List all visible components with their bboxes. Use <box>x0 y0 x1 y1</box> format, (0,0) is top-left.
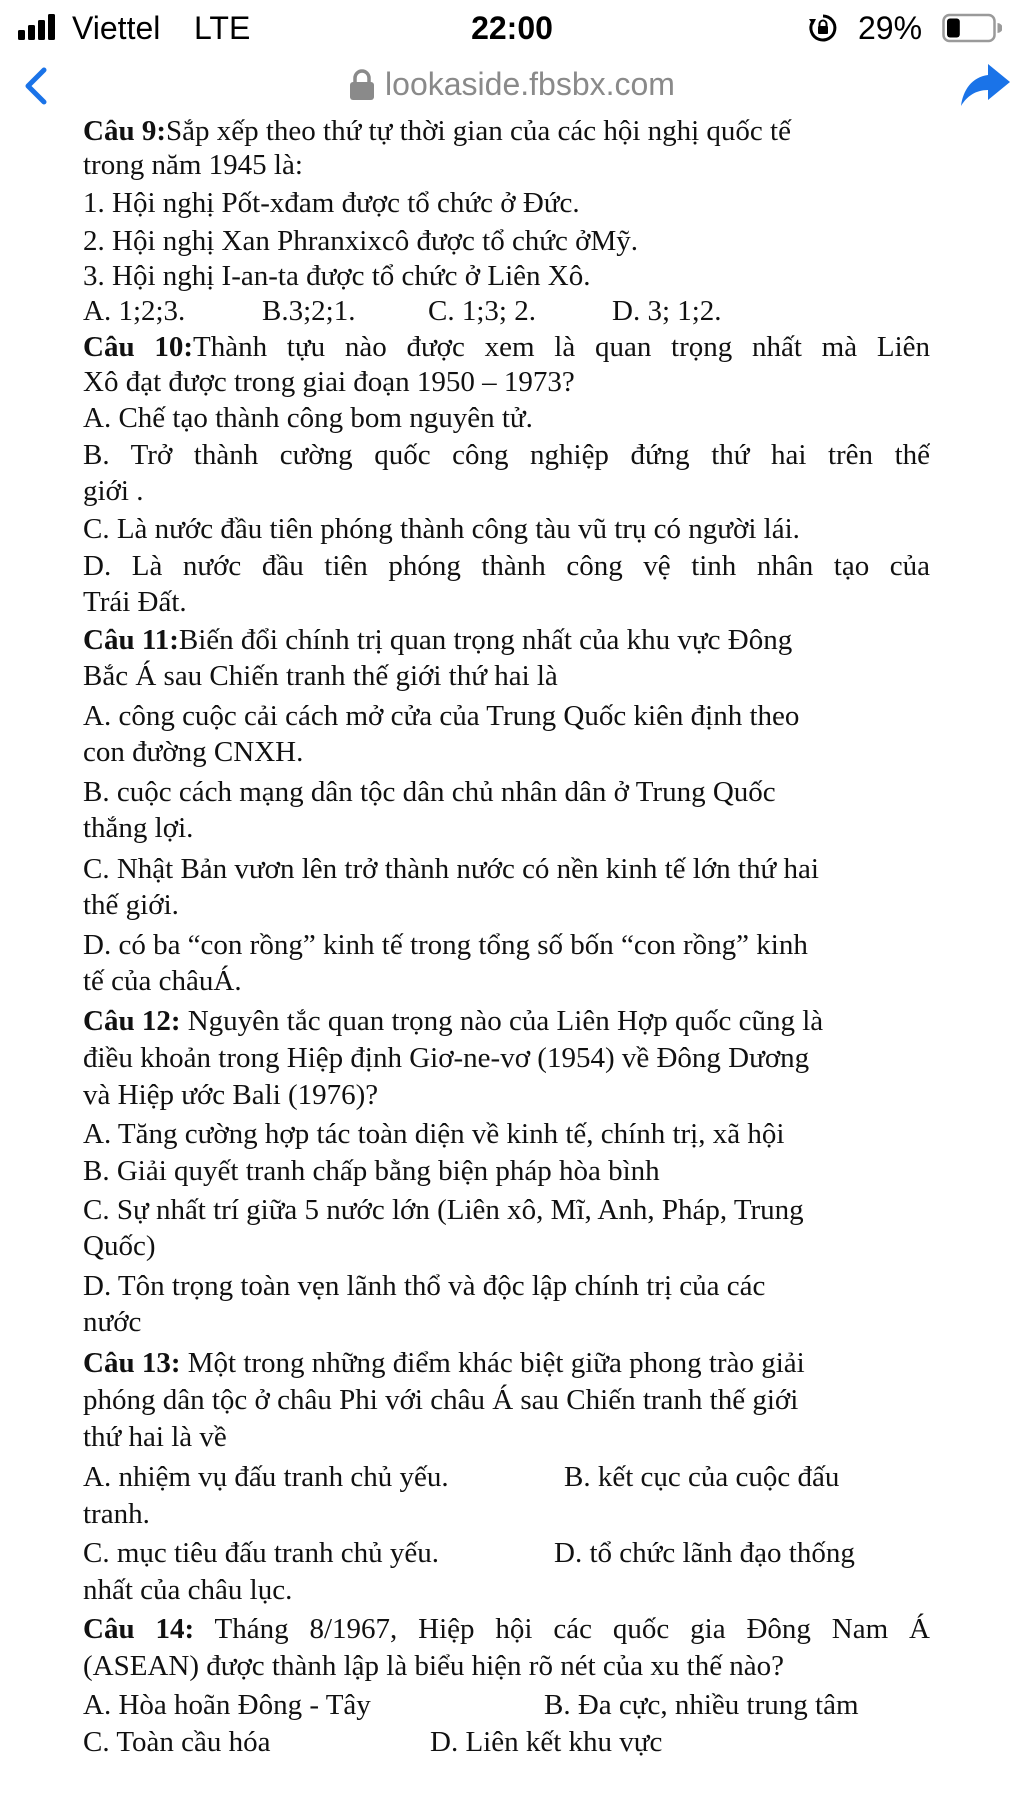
question-12-stem-cont: điều khoản trong Hiệp định Giơ-ne-vơ (1954) về Đông Dương <box>83 1042 810 1074</box>
question-9-item-2: 2. Hội nghị Xan Phranxixcô được tổ chức ởMỹ. <box>83 225 639 257</box>
question-13-option-d-cont: nhất của châu lục. <box>83 1574 293 1606</box>
question-13-option-d: D. tổ chức lãnh đạo thống <box>554 1537 855 1569</box>
question-13-stem-cont: phóng dân tộc ở châu Phi với châu Á sau Chiến tranh thế giới <box>83 1384 799 1416</box>
question-10-stem-text: Thành tựu nào được xem là quan trọng nhất mà Liên <box>192 331 930 363</box>
question-12-option-d: D. Tôn trọng toàn vẹn lãnh thổ và độc lập chính trị của các <box>83 1270 766 1302</box>
question-9-item-1: 1. Hội nghị Pốt-xđam được tổ chức ở Đức. <box>83 187 580 219</box>
question-14-stem-text: Tháng 8/1967, Hiệp hội các quốc gia Đông Nam Á <box>194 1613 930 1645</box>
question-12-option-d-cont: nước <box>83 1306 142 1338</box>
question-14-option-b: B. Đa cực, nhiều trung tâm <box>544 1689 859 1721</box>
question-11-label: Câu 11: <box>83 624 179 656</box>
question-13-stem <box>83 1346 805 1380</box>
question-10-option-b: B. Trở thành cường quốc công nghiệp đứng thứ hai trên thế <box>83 439 930 471</box>
question-11-option-b-cont: thắng lợi. <box>83 812 194 844</box>
question-9-option-a: A. 1;2;3. <box>83 295 186 327</box>
question-9-option-b: B.3;2;1. <box>262 295 356 327</box>
question-10-option-a: A. Chế tạo thành công bom nguyên tử. <box>83 402 533 434</box>
question-12-stem <box>83 1004 823 1038</box>
status-bar <box>0 0 1024 58</box>
question-10-label: Câu 10: <box>83 331 193 363</box>
question-13-option-c: C. mục tiêu đấu tranh chủ yếu. <box>83 1537 439 1569</box>
question-13-label: Câu 13: <box>83 1347 181 1379</box>
question-12-label: Câu 12: <box>83 1005 181 1037</box>
question-11-stem-cont: Bắc Á sau Chiến tranh thế giới thứ hai là <box>83 660 558 692</box>
question-13-stem-cont-2: thứ hai là về <box>83 1421 227 1453</box>
question-9-option-c: C. 1;3; 2. <box>428 295 536 327</box>
question-14-stem-cont: (ASEAN) được thành lập là biểu hiện rõ nét của xu thế nào? <box>83 1650 785 1682</box>
question-9-stem <box>83 114 791 148</box>
question-13-option-b-cont: tranh. <box>83 1498 150 1530</box>
question-10-option-c: C. Là nước đầu tiên phóng thành công tàu vũ trụ có người lái. <box>83 513 800 545</box>
question-13-option-b: B. kết cục của cuộc đấu <box>564 1461 840 1493</box>
status-time: 22:00 <box>471 10 553 46</box>
battery-percentage: 29% <box>858 10 923 46</box>
url-text: lookaside.fbsbx.com <box>385 66 675 102</box>
question-12-option-c-cont: Quốc) <box>83 1230 156 1262</box>
document-page <box>0 114 1024 1820</box>
question-9-stem-cont: trong năm 1945 là: <box>83 149 303 181</box>
question-12-option-a: A. Tăng cường hợp tác toàn diện về kinh tế, chính trị, xã hội <box>83 1118 785 1150</box>
question-11-option-a: A. công cuộc cải cách mở cửa của Trung Quốc kiên định theo <box>83 700 800 732</box>
question-14-option-d: D. Liên kết khu vực <box>430 1726 663 1758</box>
question-10-option-b-cont: giới . <box>83 475 144 507</box>
carrier-name: Viettel <box>72 10 161 46</box>
address-bar[interactable] <box>0 66 1024 103</box>
question-11-option-d: D. có ba “con rồng” kinh tế trong tổng số bốn “con rồng” kinh <box>83 929 808 961</box>
question-14-option-c: C. Toàn cầu hóa <box>83 1726 271 1758</box>
question-10-stem <box>83 330 930 364</box>
question-14-option-a: A. Hòa hoãn Đông - Tây <box>83 1689 371 1721</box>
browser-nav-bar <box>0 58 1024 114</box>
orientation-lock-icon <box>808 13 838 43</box>
question-12-stem-cont-2: và Hiệp ước Bali (1976)? <box>83 1079 379 1111</box>
question-12-option-b: B. Giải quyết tranh chấp bằng biện pháp hòa bình <box>83 1155 660 1187</box>
question-12-stem-text: Nguyên tắc quan trọng nào của Liên Hợp quốc cũng là <box>180 1005 824 1037</box>
question-10-option-d: D. Là nước đầu tiên phóng thành công vệ tinh nhân tạo của <box>83 550 930 582</box>
share-forward-icon[interactable] <box>958 58 1012 110</box>
question-11-option-d-cont: tế của châuÁ. <box>83 965 242 997</box>
question-13-stem-text: Một trong những điểm khác biệt giữa phong trào giải <box>180 1347 805 1379</box>
lock-icon <box>349 69 375 101</box>
question-11-option-c-cont: thế giới. <box>83 889 179 921</box>
question-10-stem-cont: Xô đạt được trong giai đoạn 1950 – 1973? <box>83 366 575 398</box>
question-9-stem-text: Sắp xếp theo thứ tự thời gian của các hội nghị quốc tế <box>165 115 791 147</box>
question-11-option-a-cont: con đường CNXH. <box>83 736 304 768</box>
question-9-item-3: 3. Hội nghị I-an-ta được tổ chức ở Liên Xô. <box>83 260 591 292</box>
question-14-label: Câu 14: <box>83 1613 195 1645</box>
network-type: LTE <box>194 10 251 46</box>
question-9-label: Câu 9: <box>83 115 166 147</box>
question-9-option-d: D. 3; 1;2. <box>612 295 722 327</box>
question-12-option-c: C. Sự nhất trí giữa 5 nước lớn (Liên xô, Mĩ, Anh, Pháp, Trung <box>83 1194 804 1226</box>
question-10-option-d-cont: Trái Đất. <box>83 586 187 618</box>
question-11-option-c: C. Nhật Bản vươn lên trở thành nước có nền kinh tế lớn thứ hai <box>83 853 819 885</box>
battery-level-fill <box>947 19 960 38</box>
question-11-stem-text: Biến đổi chính trị quan trọng nhất của khu vực Đông <box>178 624 793 656</box>
question-11-stem <box>83 623 792 657</box>
battery-icon <box>942 12 1002 44</box>
question-14-stem <box>83 1612 930 1646</box>
question-11-option-b: B. cuộc cách mạng dân tộc dân chủ nhân dân ở Trung Quốc <box>83 776 776 808</box>
question-13-option-a: A. nhiệm vụ đấu tranh chủ yếu. <box>83 1461 449 1493</box>
